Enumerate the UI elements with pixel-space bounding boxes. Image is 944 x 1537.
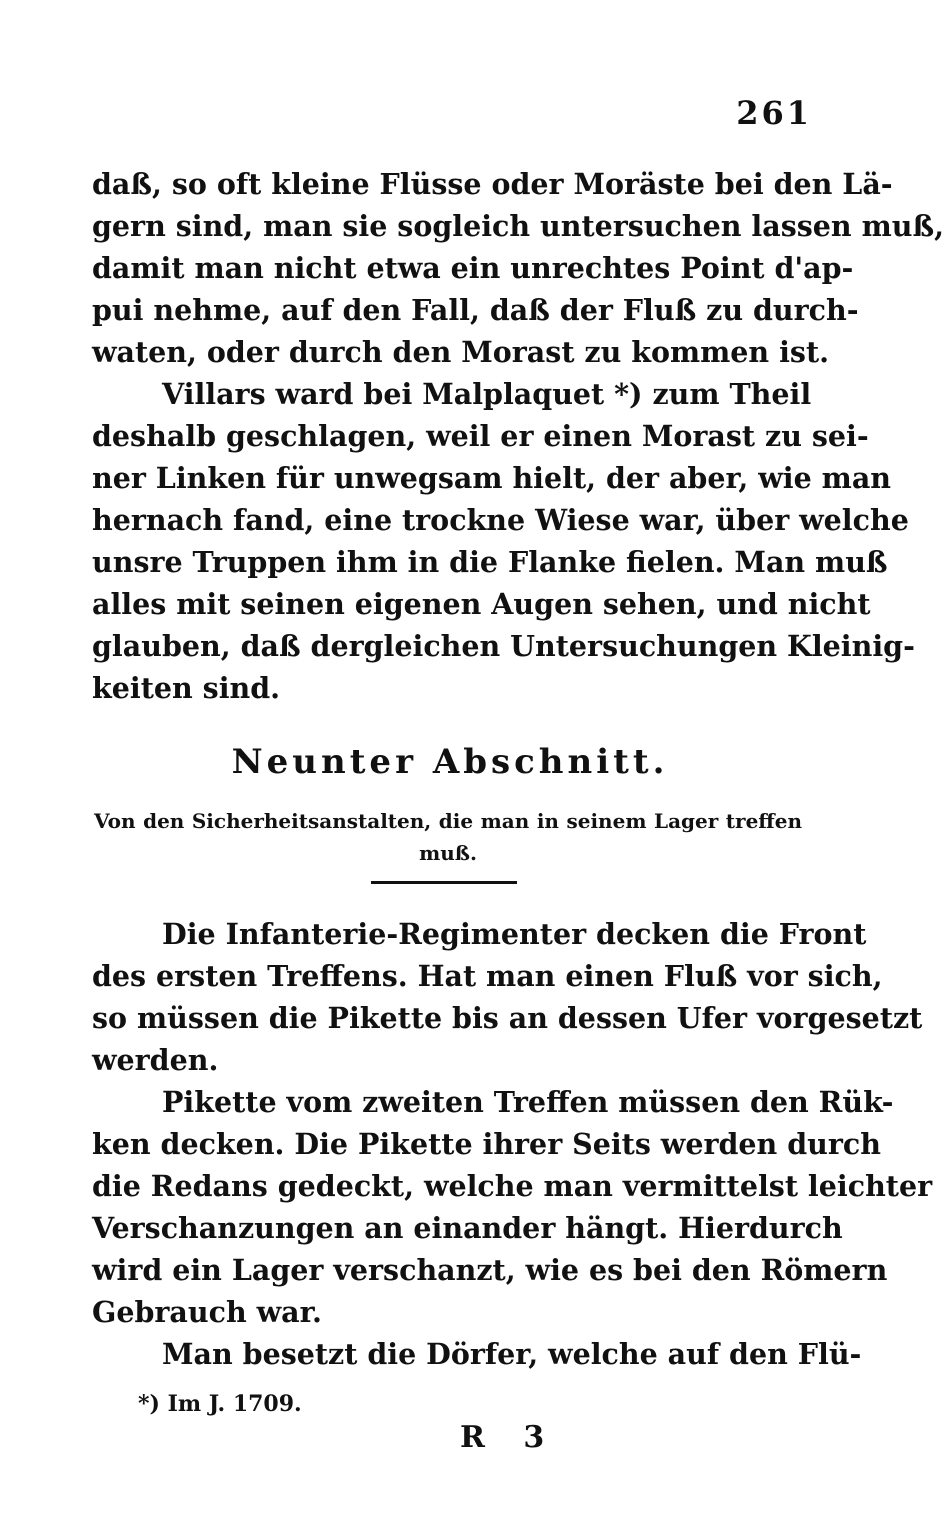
text-line: ken decken. Die Pikette ihrer Seits werden durch (92, 1127, 881, 1161)
body-text-bottom (92, 913, 933, 1375)
text-line: unsre Truppen ihm in die Flanke fielen. Man muß (92, 545, 888, 579)
text-line: werden. (92, 1043, 219, 1077)
text-line: ner Linken für unwegsam hielt, der aber, wie man (92, 461, 892, 495)
text-line: damit man nicht etwa ein unrechtes Point d'ap- (92, 251, 854, 285)
section-subtitle (94, 805, 802, 869)
section-subtitle-line: Von den Sicherheitsanstalten, die man in seinem Lager treffen (94, 809, 802, 833)
text-line: deshalb geschlagen, weil er einen Morast zu sei- (92, 419, 869, 453)
page-number: 261 (736, 94, 812, 132)
text-line: alles mit seinen eigenen Augen sehen, und nicht (92, 587, 871, 621)
text-line: wird ein Lager verschanzt, wie es bei den Römern (92, 1253, 888, 1287)
text-line: Villars ward bei Malplaquet *) zum Theil (162, 377, 812, 411)
text-line: Gebrauch war. (92, 1295, 322, 1329)
text-line: Man besetzt die Dörfer, welche auf den Flü- (162, 1337, 862, 1371)
body-text-top (92, 163, 944, 709)
text-line: die Redans gedeckt, welche man vermittelst leichter (92, 1169, 933, 1203)
text-line: keiten sind. (92, 671, 281, 705)
signature-mark: R 3 (460, 1420, 559, 1455)
text-line: glauben, daß dergleichen Untersuchungen Kleinig- (92, 629, 915, 663)
section-subtitle-line: muß. (419, 841, 477, 865)
text-line: waten, oder durch den Morast zu kommen ist. (92, 335, 830, 369)
text-line: so müssen die Pikette bis an dessen Ufer vorgesetzt (92, 1001, 923, 1035)
text-line: Die Infanterie-Regimenter decken die Front (162, 917, 867, 951)
footnote: *) Im J. 1709. (138, 1391, 302, 1417)
text-line: hernach fand, eine trockne Wiese war, über welche (92, 503, 909, 537)
section-divider (371, 881, 517, 884)
text-line: Pikette vom zweiten Treffen müssen den Rük- (162, 1085, 894, 1119)
text-line: gern sind, man sie sogleich untersuchen lassen muß, (92, 209, 944, 243)
text-line: daß, so oft kleine Flüsse oder Moräste bei den Lä- (92, 167, 893, 201)
text-line: Verschanzungen an einander hängt. Hierdurch (92, 1211, 843, 1245)
text-line: des ersten Treffens. Hat man einen Fluß vor sich, (92, 959, 883, 993)
section-title: Neunter Abschnitt. (231, 742, 669, 782)
text-line: pui nehme, auf den Fall, daß der Fluß zu durch- (92, 293, 859, 327)
